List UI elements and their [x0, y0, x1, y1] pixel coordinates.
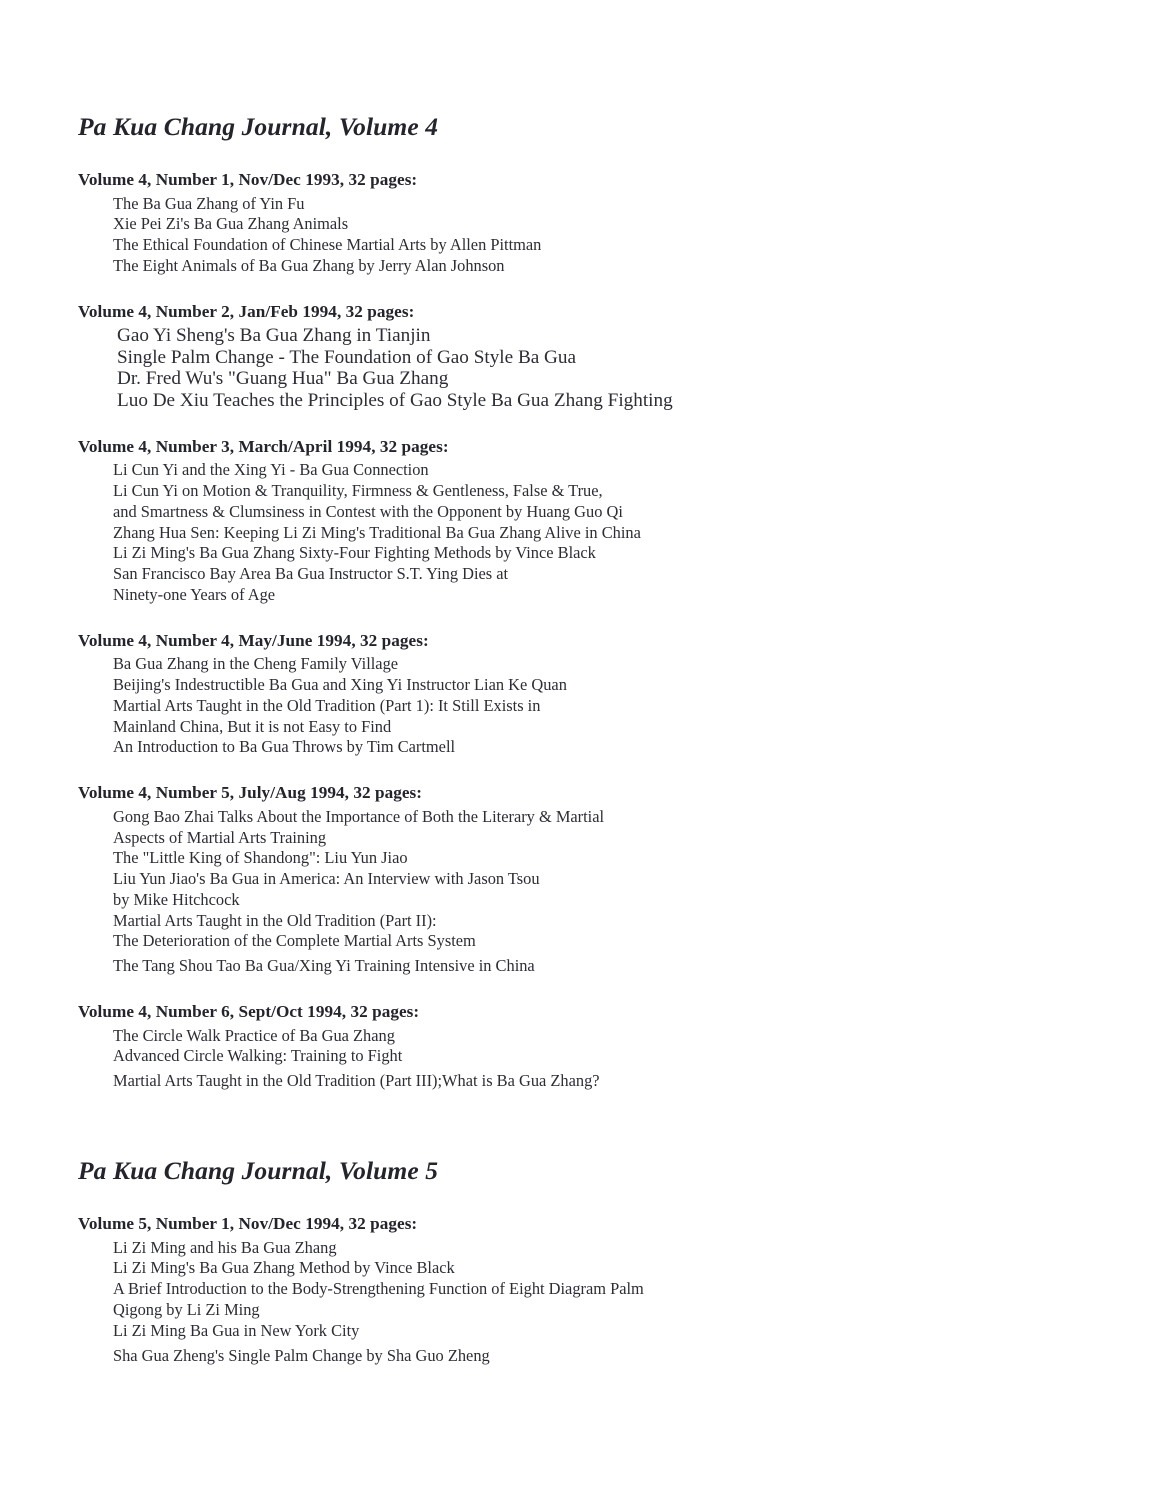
volume-title: Pa Kua Chang Journal, Volume 5: [78, 1155, 439, 1185]
issue-heading: Volume 4, Number 5, July/Aug 1994, 32 pages:: [78, 783, 423, 803]
article-list: [78, 194, 1092, 277]
article-line: Li Cun Yi and the Xing Yi - Ba Gua Connection: [113, 460, 429, 480]
article-line: Aspects of Martial Arts Training: [113, 827, 327, 847]
article-line: Sha Gua Zheng's Single Palm Change by Sha Guo Zheng: [113, 1345, 490, 1365]
article-line: Xie Pei Zi's Ba Gua Zhang Animals: [113, 214, 349, 234]
article-line: The Ethical Foundation of Chinese Martial Arts by Allen Pittman: [113, 235, 542, 255]
article-line: Ninety-one Years of Age: [113, 584, 276, 604]
article-line: Advanced Circle Walking: Training to Fight: [113, 1046, 403, 1066]
article-line: by Mike Hitchcock: [113, 889, 240, 909]
article-list: [78, 460, 1092, 606]
article-list: [78, 654, 1092, 758]
article-list: [78, 1238, 1092, 1367]
issue-heading: Volume 4, Number 3, March/April 1994, 32 pages:: [78, 436, 449, 456]
article-line: Mainland China, But it is not Easy to Find: [113, 716, 392, 736]
article-line: Li Cun Yi on Motion & Tranquility, Firmness & Gentleness, False & True,: [113, 480, 603, 500]
article-line: Gong Bao Zhai Talks About the Importance of Both the Literary & Martial: [113, 806, 605, 826]
issue-group: [78, 301, 1092, 412]
article-list: [78, 1026, 1092, 1092]
article-line: The "Little King of Shandong": Liu Yun Jiao: [113, 848, 408, 868]
volume-title: Pa Kua Chang Journal, Volume 4: [78, 112, 439, 141]
article-line: Martial Arts Taught in the Old Tradition (Part II):: [113, 910, 437, 930]
article-line: Dr. Fred Wu's "Guang Hua" Ba Gua Zhang: [117, 368, 449, 390]
article-line: Qigong by Li Zi Ming: [113, 1299, 260, 1319]
article-line: Beijing's Indestructible Ba Gua and Xing Yi Instructor Lian Ke Quan: [113, 675, 567, 695]
issue-heading: Volume 4, Number 2, Jan/Feb 1994, 32 pages:: [78, 301, 415, 321]
article-line: Li Zi Ming's Ba Gua Zhang Method by Vince Black: [113, 1258, 455, 1278]
document-content: [78, 112, 1092, 1366]
article-line: The Eight Animals of Ba Gua Zhang by Jerry Alan Johnson: [113, 255, 505, 275]
article-list: [78, 807, 1092, 977]
issue-heading: Volume 4, Number 1, Nov/Dec 1993, 32 pages:: [78, 170, 418, 190]
article-line: Martial Arts Taught in the Old Tradition (Part 1): It Still Exists in: [113, 695, 541, 715]
article-line: Li Zi Ming and his Ba Gua Zhang: [113, 1237, 337, 1257]
issue-heading: Volume 5, Number 1, Nov/Dec 1994, 32 pages:: [78, 1214, 418, 1234]
article-line: The Deterioration of the Complete Martial Arts System: [113, 931, 476, 951]
issue-group: [78, 169, 1092, 277]
article-line: Luo De Xiu Teaches the Principles of Gao Style Ba Gua Zhang Fighting: [117, 390, 673, 412]
article-line: Li Zi Ming Ba Gua in New York City: [113, 1320, 360, 1340]
article-line: Li Zi Ming's Ba Gua Zhang Sixty-Four Fighting Methods by Vince Black: [113, 543, 596, 563]
issue-group: [78, 436, 1092, 606]
article-line: San Francisco Bay Area Ba Gua Instructor S.T. Ying Dies at: [113, 564, 509, 584]
article-line: Zhang Hua Sen: Keeping Li Zi Ming's Traditional Ba Gua Zhang Alive in China: [113, 522, 641, 542]
issue-group: [78, 1001, 1092, 1092]
article-line: A Brief Introduction to the Body-Strengthening Function of Eight Diagram Palm: [113, 1279, 644, 1299]
article-line: Liu Yun Jiao's Ba Gua in America: An Interview with Jason Tsou: [113, 869, 540, 889]
article-list: [78, 325, 1092, 411]
article-line: An Introduction to Ba Gua Throws by Tim Cartmell: [113, 737, 456, 757]
issue-heading: Volume 4, Number 4, May/June 1994, 32 pages:: [78, 630, 429, 650]
article-line: The Ba Gua Zhang of Yin Fu: [113, 193, 305, 213]
issue-group: [78, 1213, 1092, 1366]
volume-block: [78, 112, 1092, 1092]
article-line: Gao Yi Sheng's Ba Gua Zhang in Tianjin: [117, 325, 431, 347]
article-line: Ba Gua Zhang in the Cheng Family Village: [113, 654, 399, 674]
issue-group: [78, 630, 1092, 758]
article-line: Single Palm Change - The Foundation of Gao Style Ba Gua: [117, 346, 577, 368]
article-line: Martial Arts Taught in the Old Tradition (Part III);What is Ba Gua Zhang?: [113, 1071, 600, 1091]
article-line: and Smartness & Clumsiness in Contest with the Opponent by Huang Guo Qi: [113, 501, 623, 521]
issue-group: [78, 782, 1092, 977]
article-line: The Tang Shou Tao Ba Gua/Xing Yi Training Intensive in China: [113, 956, 535, 976]
article-line: The Circle Walk Practice of Ba Gua Zhang: [113, 1025, 395, 1045]
volume-block: [78, 1156, 1092, 1366]
issue-heading: Volume 4, Number 6, Sept/Oct 1994, 32 pages:: [78, 1002, 420, 1022]
